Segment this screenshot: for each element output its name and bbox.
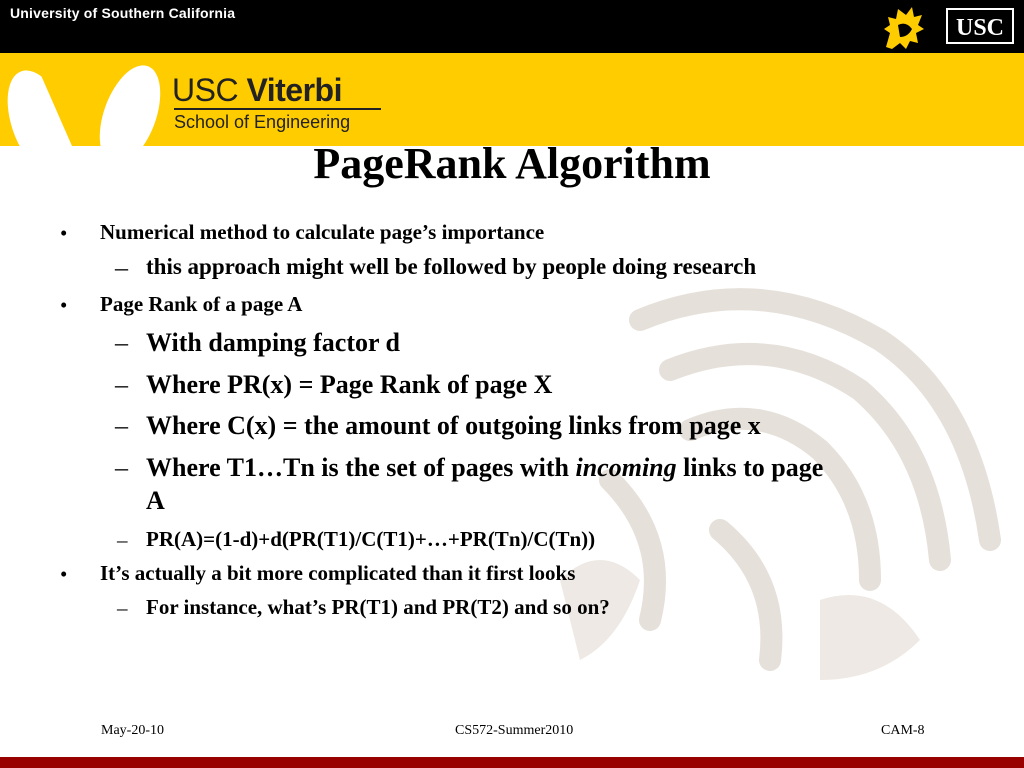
dash-marker: – xyxy=(117,528,128,552)
list-item-text: Page Rank of a page A xyxy=(100,292,303,316)
dash-marker: – xyxy=(115,328,128,357)
brand-divider xyxy=(174,108,381,110)
list-item: For instance, what’s PR(T1) and PR(T2) and so on? xyxy=(146,595,610,619)
footer-course: CS572-Summer2010 xyxy=(455,723,574,738)
slide-title: PageRank Algorithm xyxy=(313,139,711,188)
footer-date: May-20-10 xyxy=(101,723,164,738)
trojan-watermark-icon xyxy=(520,280,1020,700)
list-item-continuation: A xyxy=(146,486,165,515)
brand-school: School of Engineering xyxy=(174,112,351,132)
bullet-marker: • xyxy=(60,293,68,317)
dash-marker: – xyxy=(115,253,128,282)
bullet-marker: • xyxy=(60,562,68,586)
brand-band xyxy=(0,53,1024,146)
viterbi-v-mark-icon xyxy=(0,53,170,146)
list-item: PR(A)=(1-d)+d(PR(T1)/C(T1)+…+PR(Tn)/C(Tn)) xyxy=(146,527,596,551)
dash-marker: – xyxy=(117,596,128,620)
list-item: Where PR(x) = Page Rank of page X xyxy=(146,370,553,399)
dash-marker: – xyxy=(115,453,128,482)
svg-text:USC: USC xyxy=(955,15,1005,41)
bullet-marker: • xyxy=(60,221,68,245)
list-item: Where C(x) = the amount of outgoing links from page x xyxy=(146,411,761,440)
viterbi-logo xyxy=(172,73,381,133)
bottom-bar xyxy=(0,757,1024,768)
dash-marker: – xyxy=(115,411,128,440)
university-name: University of Southern California xyxy=(10,5,236,21)
list-item xyxy=(100,292,302,317)
trojan-head-icon xyxy=(876,3,928,51)
list-item-text: links to page xyxy=(676,453,824,482)
list-item xyxy=(146,453,823,483)
usc-logo-icon xyxy=(946,8,1014,44)
list-item: Numerical method to calculate page’s importance xyxy=(100,220,545,244)
top-banner xyxy=(0,0,1024,53)
emphasis-text: incoming xyxy=(575,453,677,482)
list-item: this approach might well be followed by people doing research xyxy=(146,254,757,279)
brand-viterbi: Viterbi xyxy=(246,72,342,108)
footer-page-number: CAM-8 xyxy=(881,723,925,738)
list-item: It’s actually a bit more complicated than it first looks xyxy=(100,561,576,585)
list-item-text: Where T1…Tn is the set of pages with xyxy=(146,453,576,482)
brand-usc: USC xyxy=(172,72,239,108)
list-item: With damping factor d xyxy=(146,328,401,357)
dash-marker: – xyxy=(115,370,128,399)
